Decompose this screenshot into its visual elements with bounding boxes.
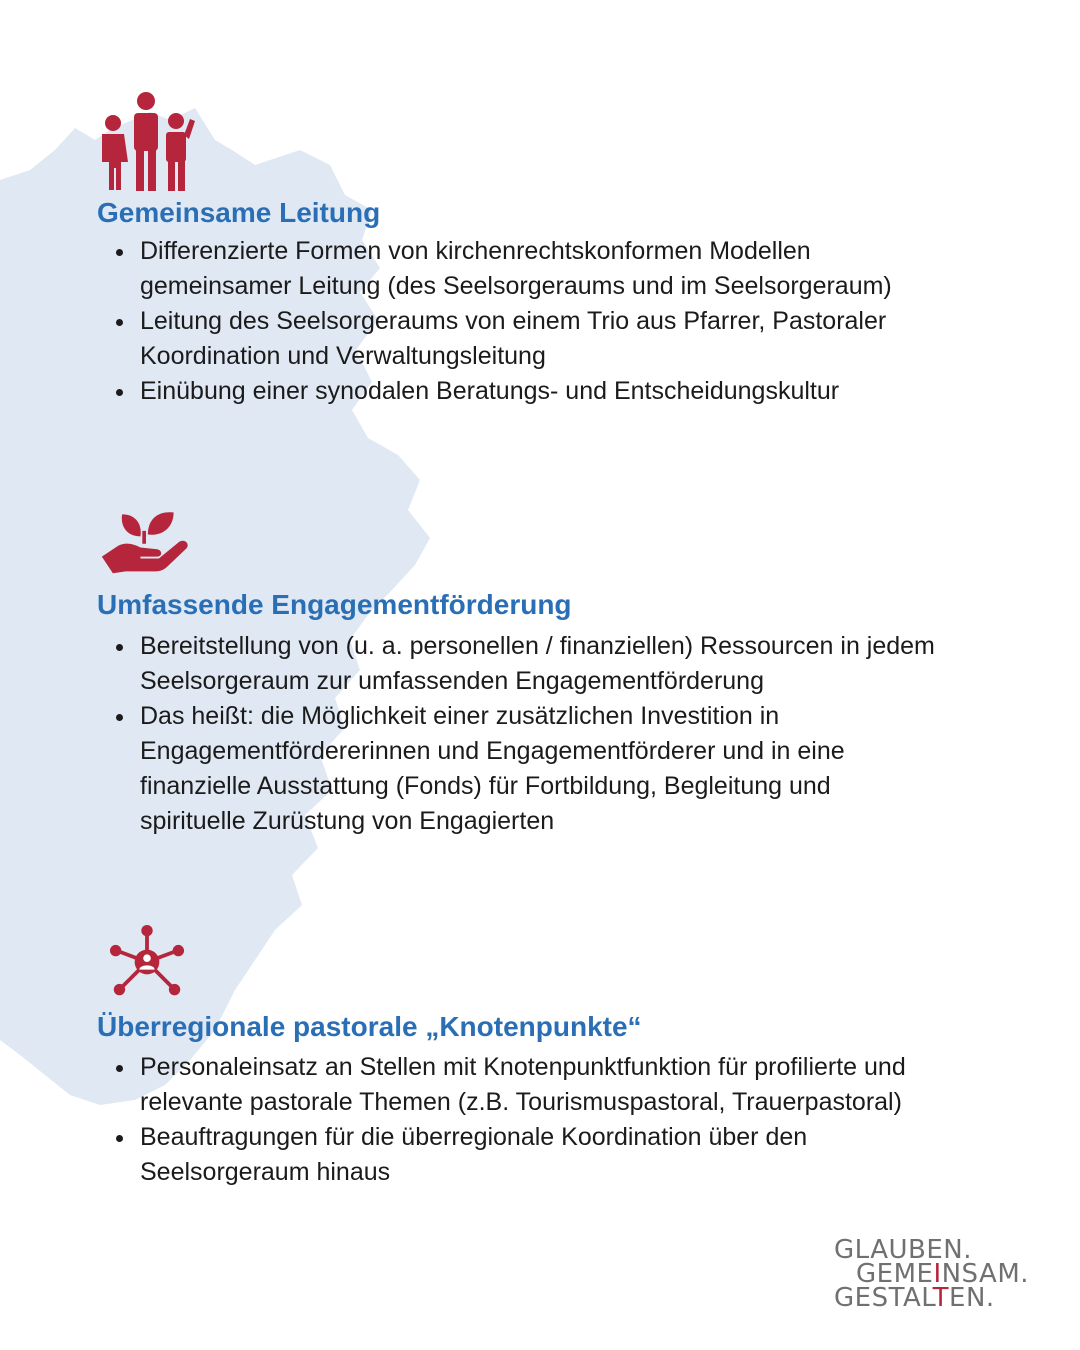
logo-text: NSAM. — [941, 1259, 1030, 1289]
list-item: Beauftragungen für die überregionale Koordination über den Seelsorgeraum hinaus — [140, 1120, 940, 1190]
list-item: Differenzierte Formen von kirchenrechtskonformen Modellen gemeinsamer Leitung (des Seelsorgeraums und im Seelsorgeraum) — [140, 234, 940, 304]
logo-text: GESTAL — [834, 1283, 933, 1313]
glauben-gemeinsam-gestalten-logo — [834, 1235, 1030, 1313]
people-group-icon — [96, 90, 196, 192]
section-title: Gemeinsame Leitung — [97, 197, 381, 228]
logo-text: GEME — [856, 1259, 934, 1289]
list-item: Das heißt: die Möglichkeit einer zusätzlichen Investition in Engagementfördererinnen und Engagementförderer und in eine finanzielle Ausstattung (Fonds) für Fortbildung, Begleitung und spirituelle Zurüstung von Engagierten — [140, 699, 940, 839]
list-item: Leitung des Seelsorgeraums von einem Trio aus Pfarrer, Pastoraler Koordination und Verwaltungsleitung — [140, 304, 940, 374]
list-item: Einübung einer synodalen Beratungs- und Entscheidungskultur — [140, 374, 940, 409]
hand-plant-icon — [100, 506, 192, 576]
network-node-icon — [108, 924, 186, 1000]
bullet-list — [140, 234, 940, 409]
bullet-list — [140, 1050, 940, 1190]
section-title: Umfassende Engagementförderung — [97, 589, 572, 620]
section-title: Überregionale pastorale „Knotenpunkte“ — [97, 1011, 642, 1042]
list-item: Bereitstellung von (u. a. personellen / finanziellen) Ressourcen in jedem Seelsorgeraum zur umfassenden Engagementförderung — [140, 629, 940, 699]
logo-cross: T — [932, 1283, 950, 1313]
logo-line-3 — [834, 1283, 1029, 1313]
logo-line-1: GLAUBEN. — [834, 1235, 973, 1265]
logo-text: EN. — [949, 1283, 995, 1313]
list-item: Personaleinsatz an Stellen mit Knotenpunktfunktion für profilierte und relevante pastorale Themen (z.B. Tourismuspastoral, Trauerpastoral) — [140, 1050, 940, 1120]
bullet-list — [140, 629, 940, 839]
logo-cross: I — [933, 1259, 942, 1289]
